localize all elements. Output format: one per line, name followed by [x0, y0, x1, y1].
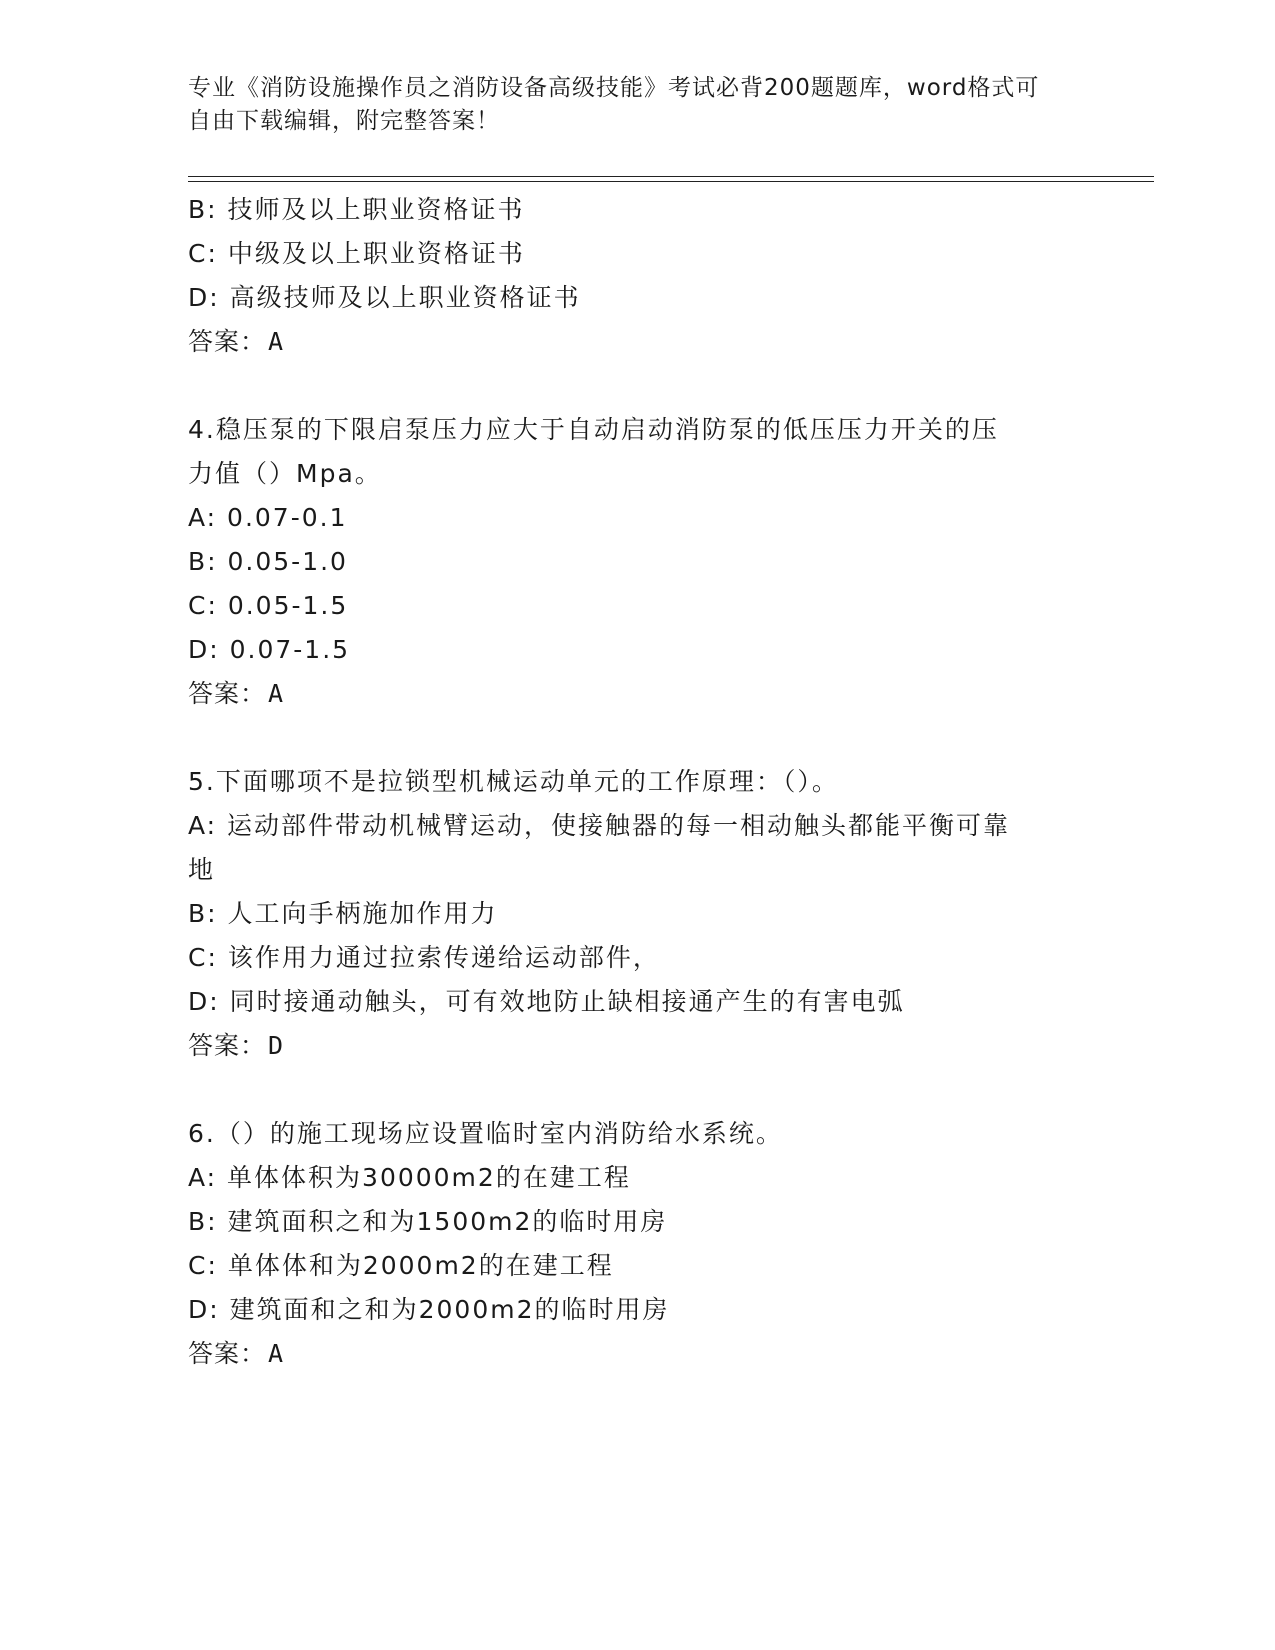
q4-option-d: D: 0.07-1.5 [188, 635, 351, 664]
q4-option-a: A: 0.07-0.1 [188, 503, 348, 532]
header-line-1: 专业《消防设施操作员之消防设备高级技能》考试必背200题题库，word格式可 [188, 75, 1040, 101]
q4-stem-line-2: 力值（）Mpa。 [188, 459, 382, 488]
q6-option-a: A: 单体体积为30000m2的在建工程 [188, 1163, 631, 1192]
q4-answer [188, 678, 1088, 710]
answer-value: A [268, 327, 285, 356]
answer-label: 答案： [188, 327, 267, 356]
q5-option-b: B: 人工向手柄施加作用力 [188, 899, 498, 928]
header-divider-bottom [188, 181, 1154, 182]
answer-label: 答案： [188, 1031, 267, 1060]
q3-option-c: C: 中级及以上职业资格证书 [188, 239, 525, 268]
q5-option-a-line-2: 地 [188, 855, 216, 884]
header-line-2: 自由下载编辑，附完整答案！ [188, 108, 500, 134]
answer-value: D [268, 1031, 285, 1060]
q4-option-b: B: 0.05-1.0 [188, 547, 348, 576]
q5-option-a-line-1: A: 运动部件带动机械臂运动，使接触器的每一相动触头都能平衡可靠 [188, 811, 1011, 840]
q4-option-c: C: 0.05-1.5 [188, 591, 349, 620]
q5-option-d: D: 同时接通动触头，可有效地防止缺相接通产生的有害电弧 [188, 987, 905, 1016]
answer-label: 答案： [188, 679, 267, 708]
q3-option-b: B: 技师及以上职业资格证书 [188, 195, 525, 224]
q5-answer [188, 1030, 1088, 1062]
document-header [188, 72, 1088, 138]
q6-option-d: D: 建筑面和之和为2000m2的临时用房 [188, 1295, 670, 1324]
answer-value: A [268, 679, 285, 708]
answer-value: A [268, 1339, 285, 1368]
q6-answer [188, 1338, 1088, 1370]
header-divider-top [188, 176, 1154, 177]
q6-stem: 6.（）的施工现场应设置临时室内消防给水系统。 [188, 1119, 783, 1148]
q3-answer [188, 326, 1088, 358]
q6-option-c: C: 单体体和为2000m2的在建工程 [188, 1251, 614, 1280]
q3-option-d: D: 高级技师及以上职业资格证书 [188, 283, 581, 312]
q6-option-b: B: 建筑面积之和为1500m2的临时用房 [188, 1207, 668, 1236]
answer-label: 答案： [188, 1339, 267, 1368]
q5-option-c: C: 该作用力通过拉索传递给运动部件， [188, 943, 660, 972]
q5-stem: 5.下面哪项不是拉锁型机械运动单元的工作原理：（）。 [188, 767, 839, 796]
q4-stem-line-1: 4.稳压泵的下限启泵压力应大于自动启动消防泵的低压压力开关的压 [188, 415, 999, 444]
